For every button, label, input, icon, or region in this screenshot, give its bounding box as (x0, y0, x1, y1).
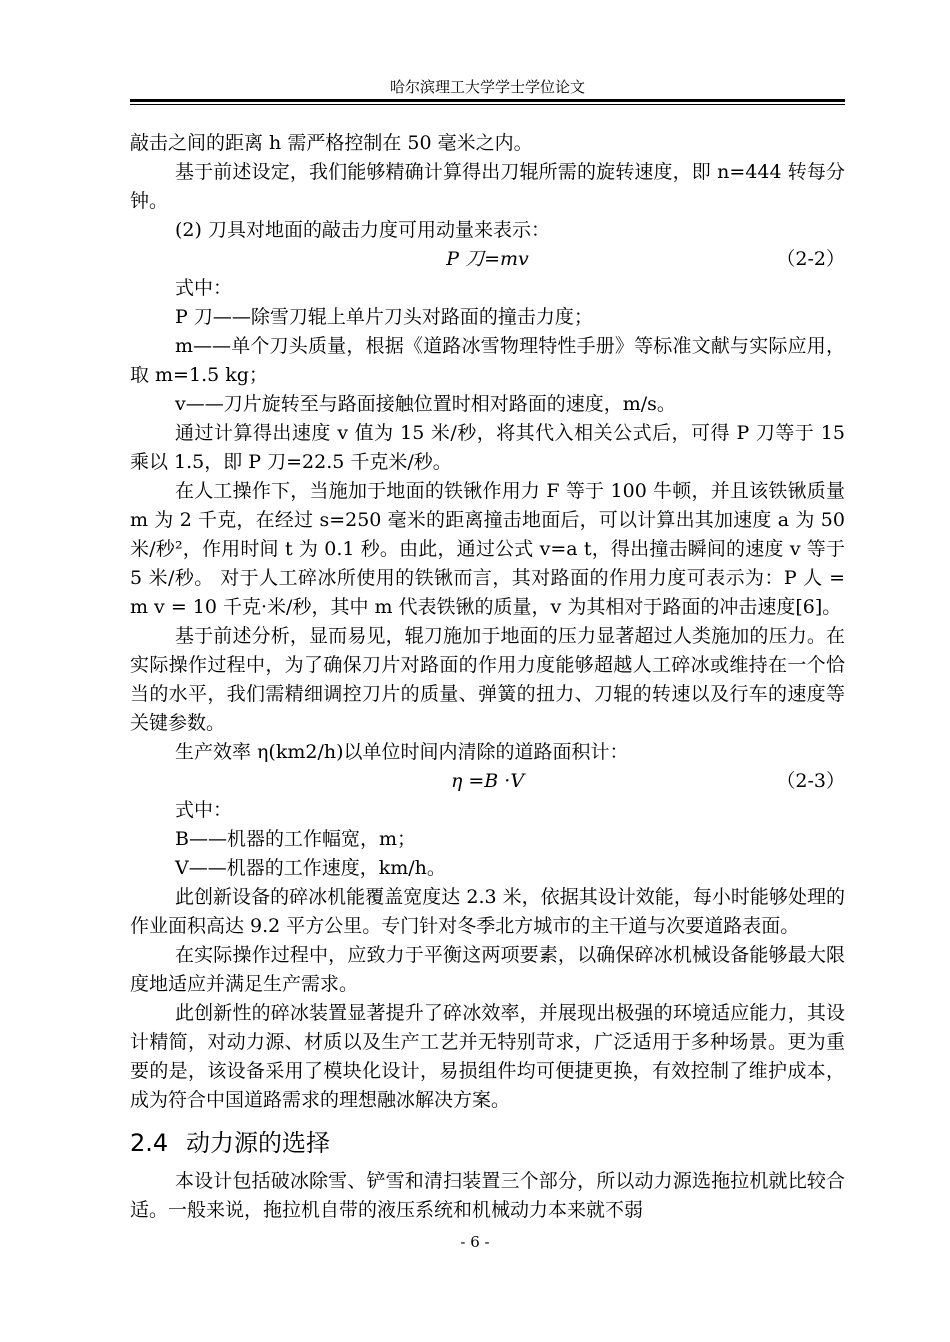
definition-m: m——单个刀头质量，根据《道路冰雪物理特性手册》等标准文献与实际应用，取 m=1.5 kg； (130, 335, 845, 386)
paragraph-7: 生产效率 η(km2/h)以单位时间内清除的道路面积计： (175, 741, 629, 763)
equation-number: （2-3） (776, 770, 845, 792)
definition-v: v——刀片旋转至与路面接触位置时相对路面的速度，m/s。 (175, 393, 676, 415)
definition-V: V——机器的工作速度，km/h。 (175, 857, 446, 879)
page-body (130, 129, 845, 1225)
paragraph-5: 在人工操作下，当施加于地面的铁锹作用力 F 等于 100 牛顿，并且该铁锹质量 m 为 2 千克，在经过 s=250 毫米的距离撞击地面后，可以计算出其加速度 a 为 50 米/秒²，作用时间 t 为 0.1 秒。由此，通过公式 v=a t，得出撞击瞬间的速度 v 等于 5 米/秒。 对于人工碎冰所使用的铁锹而言，其对路面的作用力度可表示为：P 人 = m v = 10 千克·米/秒，其中 m 代表铁锹的质量，v 为其相对于路面的冲击速度[6]。 (130, 480, 845, 618)
paragraph-1: 敲击之间的距离 h 需严格控制在 50 毫米之内。 (130, 132, 533, 154)
equation-formula: P 刀=mv (446, 248, 529, 270)
paragraph-11: 本设计包括破冰除雪、铲雪和清扫装置三个部分，所以动力源选拖拉机就比较合适。一般来说，拖拉机自带的液压系统和机械动力本来就不弱 (130, 1170, 845, 1221)
section-number: 2.4 (130, 1129, 169, 1157)
where-label: 式中： (175, 277, 233, 299)
paragraph-2: 基于前述设定，我们能够精确计算得出刀辊所需的旋转速度，即 n=444 转每分钟。 (130, 161, 845, 212)
definition-p: P 刀——除雪刀辊上单片刀头对路面的撞击力度； (175, 306, 593, 328)
where-label: 式中： (175, 799, 233, 821)
header-rule-thin (130, 104, 845, 105)
definition-b: B——机器的工作幅宽，m； (175, 828, 416, 850)
page-number: - 6 - (460, 1233, 490, 1251)
equation-number: （2-2） (776, 248, 845, 270)
paragraph-4: 通过计算得出速度 v 值为 15 米/秒，将其代入相关公式后，可得 P 刀等于 15 乘以 1.5，即 P 刀=22.5 千克米/秒。 (130, 422, 845, 473)
equation-2-2 (130, 245, 845, 274)
paragraph-10: 此创新性的碎冰装置显著提升了碎冰效率，并展现出极强的环境适应能力，其设计精简，对动力源、材质以及生产工艺并无特别苛求，广泛适用于多种场景。更为重要的是，该设备采用了模块化设计，易损组件均可便捷更换，有效控制了维护成本，成为符合中国道路需求的理想融冰解决方案。 (130, 1002, 845, 1111)
running-header: 哈尔滨理工大学学士学位论文 (389, 78, 585, 96)
section-title: 动力源的选择 (186, 1129, 330, 1157)
equation-2-3 (130, 767, 845, 796)
paragraph-6: 基于前述分析，显而易见，辊刀施加于地面的压力显著超过人类施加的压力。在实际操作过程中，为了确保刀片对路面的作用力度能够超越人工碎冰或维持在一个恰当的水平，我们需精细调控刀片的质量、弹簧的扭力、刀辊的转速以及行车的速度等关键参数。 (130, 625, 845, 734)
equation-formula: η =B ·V (450, 770, 525, 792)
paragraph-3: (2) 刀具对地面的敲击力度可用动量来表示： (175, 219, 550, 241)
header-rule-thick (130, 99, 845, 102)
paragraph-8: 此创新设备的碎冰机能覆盖宽度达 2.3 米，依据其设计效能，每小时能够处理的作业面积高达 9.2 平方公里。专门针对冬季北方城市的主干道与次要道路表面。 (130, 886, 845, 937)
paragraph-9: 在实际操作过程中，应致力于平衡这两项要素，以确保碎冰机械设备能够最大限度地适应并满足生产需求。 (130, 944, 845, 995)
section-heading (130, 1125, 845, 1161)
